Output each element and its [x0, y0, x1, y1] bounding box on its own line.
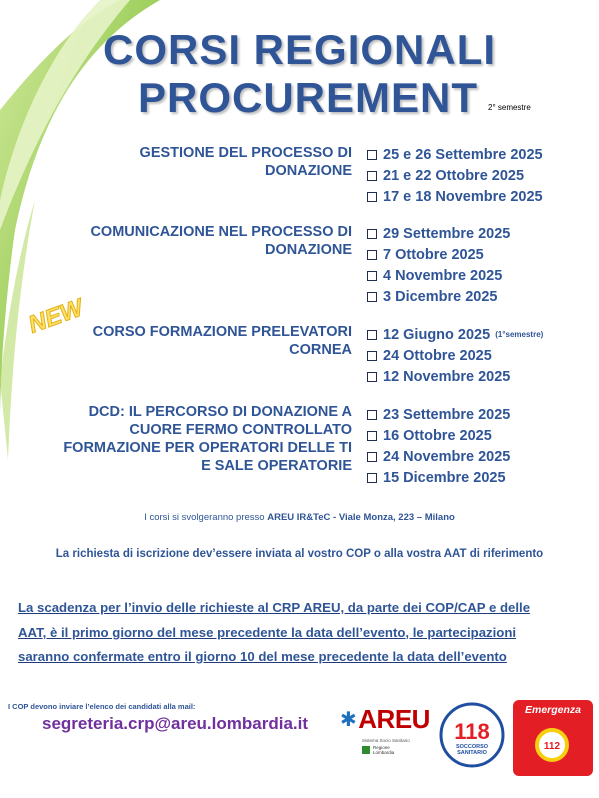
course-1-title [140, 144, 352, 180]
course-title-line: CORSO FORMAZIONE PRELEVATORI [92, 324, 352, 340]
title-line-1: CORSI REGIONALI [103, 26, 497, 73]
checkbox-icon[interactable] [367, 271, 377, 281]
course-4-title [63, 403, 352, 475]
regione-mark-icon [362, 746, 370, 754]
course-title-line: CUORE FERMO CONTROLLATO [129, 422, 352, 438]
course-3-dates [367, 324, 543, 387]
date-label: 7 Ottobre 2025 [383, 246, 484, 263]
date-option[interactable] [367, 366, 543, 387]
date-option[interactable] [367, 446, 510, 467]
date-label: 23 Settembre 2025 [383, 406, 511, 423]
date-label: 24 Ottobre 2025 [383, 347, 492, 364]
date-option[interactable] [367, 425, 510, 446]
date-label: 3 Dicembre 2025 [383, 288, 498, 305]
deadline-line: saranno confermate entro il giorno 10 del mese precedente la data dell’evento [18, 649, 507, 664]
checkbox-icon[interactable] [367, 250, 377, 260]
date-option[interactable] [367, 244, 510, 265]
date-label: 16 Ottobre 2025 [383, 427, 492, 444]
date-label: 15 Dicembre 2025 [383, 469, 506, 486]
deadline-line: La scadenza per l’invio delle richieste al CRP AREU, da parte dei COP/CAP e delle [18, 600, 531, 615]
date-label: 12 Novembre 2025 [383, 368, 511, 385]
phone-ring-icon [535, 728, 569, 762]
regione-lombardia-logo [362, 745, 432, 755]
date-label: 17 e 18 Novembre 2025 [383, 188, 543, 205]
checkbox-icon[interactable] [367, 192, 377, 202]
venue-place: AREU IR&TeC - Viale Monza, 223 – Milano [267, 512, 455, 523]
deadline-note [18, 596, 583, 670]
checkbox-icon[interactable] [367, 171, 377, 181]
new-badge: NEW [24, 294, 87, 339]
cop-note: I COP devono inviare l’elenco dei candidati alla mail: [8, 702, 196, 711]
title-line-2: PROCUREMENT [138, 74, 479, 121]
date-option[interactable] [367, 404, 510, 425]
course-title-line: E SALE OPERATORIE [201, 458, 352, 474]
logo-112-number: 112 [543, 741, 561, 752]
areu-logo [340, 704, 432, 755]
emergenza-label: Emergenza [524, 704, 582, 716]
star-of-life-icon: ✱ [340, 709, 357, 731]
emergenza-112-logo [513, 700, 593, 776]
date-option[interactable] [367, 324, 543, 345]
checkbox-icon[interactable] [367, 150, 377, 160]
course-title-line: COMUNICAZIONE NEL PROCESSO DI [90, 224, 352, 240]
date-option[interactable] [367, 467, 510, 488]
logo-118-line-1: SOCCORSO [455, 744, 489, 750]
venue-prefix: I corsi si svolgeranno presso [144, 512, 265, 523]
course-title-line: CORNEA [289, 342, 352, 358]
course-1-dates [367, 144, 543, 207]
course-title-line: DONAZIONE [265, 242, 352, 258]
region-line-1: Regione [373, 745, 390, 750]
course-title-line: FORMAZIONE PER OPERATORI DELLE TI [63, 440, 352, 456]
checkbox-icon[interactable] [367, 351, 377, 361]
checkbox-icon[interactable] [367, 473, 377, 483]
logo-118-number: 118 [454, 719, 490, 744]
course-3-title [93, 323, 352, 359]
areu-subtitle: Sistema Socio Sanitario [362, 738, 410, 743]
course-2-title [90, 223, 352, 259]
request-note: La richiesta di iscrizione dev’essere inviata al vostro COP o alla vostra AAT di riferimento [55, 548, 544, 560]
date-option[interactable] [367, 144, 543, 165]
date-option[interactable] [367, 186, 543, 207]
date-option[interactable] [367, 223, 510, 244]
date-label: 12 Giugno 2025 [383, 326, 491, 343]
checkbox-icon[interactable] [367, 410, 377, 420]
checkbox-icon[interactable] [367, 229, 377, 239]
checkbox-icon[interactable] [367, 372, 377, 382]
deadline-line: AAT, è il primo giorno del mese precedente la data dell’evento, le partecipazioni [18, 624, 517, 640]
checkbox-icon[interactable] [367, 452, 377, 462]
course-title-line: DCD: IL PERCORSO DI DONAZIONE A [88, 404, 352, 420]
date-label: 24 Novembre 2025 [383, 448, 511, 465]
logo-118-line-2: SANITARIO [457, 750, 487, 756]
date-label: 25 e 26 Settembre 2025 [383, 146, 543, 163]
soccorso-118-logo [439, 702, 505, 768]
date-option[interactable] [367, 265, 510, 286]
course-4-dates [367, 404, 510, 488]
course-title-line: GESTIONE DEL PROCESSO DI [139, 145, 352, 161]
date-option[interactable] [367, 165, 543, 186]
areu-logo-text: AREU [358, 704, 430, 734]
date-option[interactable] [367, 345, 543, 366]
semester-label: 2° semestre [488, 103, 531, 112]
date-option[interactable] [367, 286, 510, 307]
first-semester-note: (1°semestre) [495, 330, 544, 339]
date-label: 21 e 22 Ottobre 2025 [383, 167, 525, 184]
region-line-2: Lombardia [373, 750, 395, 755]
checkbox-icon[interactable] [367, 330, 377, 340]
checkbox-icon[interactable] [367, 431, 377, 441]
email-link[interactable]: segreteria.crp@areu.lombardia.it [42, 714, 309, 733]
checkbox-icon[interactable] [367, 292, 377, 302]
venue-note [0, 512, 599, 523]
course-title-line: DONAZIONE [265, 163, 352, 179]
course-2-dates [367, 223, 510, 307]
date-label: 29 Settembre 2025 [383, 225, 511, 242]
date-label: 4 Novembre 2025 [383, 267, 503, 284]
